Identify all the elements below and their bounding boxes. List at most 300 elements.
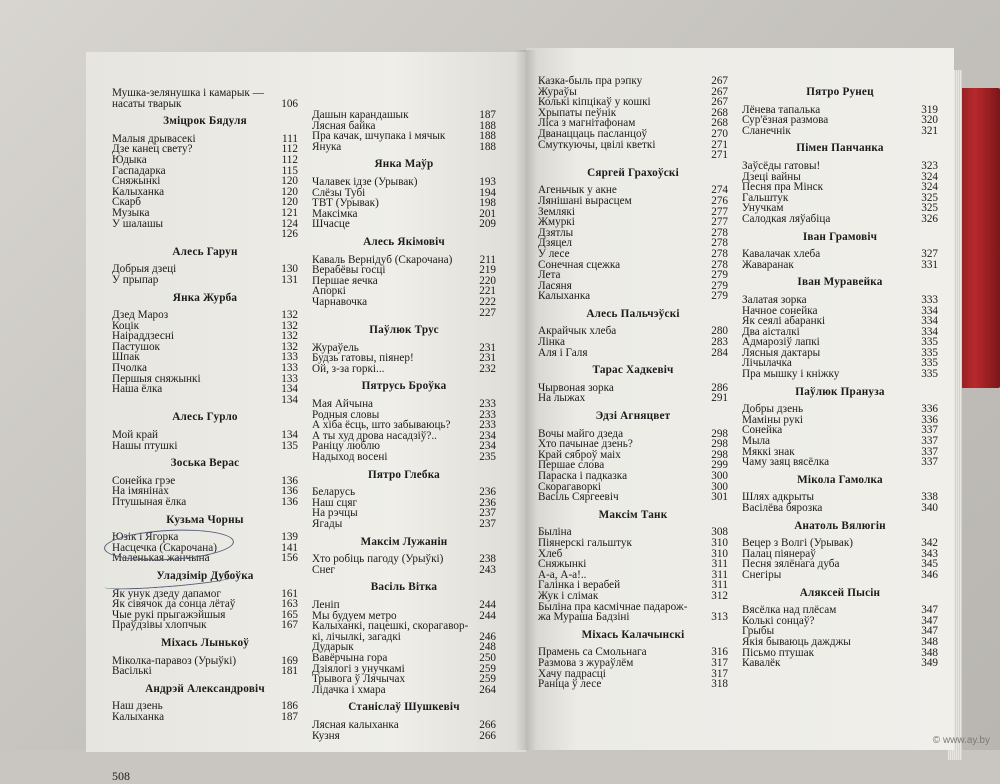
entry-page-number: 278 [711,258,728,271]
entry-title: Песня зялёнага дуба [742,558,840,571]
entry-page-number: 325 [921,191,938,204]
entry-page-number: 211 [479,253,496,266]
entry-page-number: 278 [711,226,728,239]
watermark: © www.ay.by [932,735,990,746]
entry-title: Мой край [112,429,159,442]
entry-title: Наша ёлка [112,383,163,396]
index-entry [112,666,298,677]
index-entry [538,538,728,549]
entry-title: Раніца ў лесе [538,678,602,691]
entry-page-number: 120 [281,175,298,188]
entry-page-number: 327 [921,248,938,261]
entry-page-number: 231 [479,352,496,365]
entry-page-number: 266 [479,718,496,731]
entry-title: Дванаццаць пасланцоў [538,127,648,140]
entry-title: Коцік [112,319,140,332]
index-entry [312,219,496,230]
entry-title: У прыпар [112,273,159,286]
entry-page-number: 136 [281,496,298,508]
index-entry [312,177,496,188]
page-number: 508 [112,769,130,783]
entry-page-number: 187 [281,710,298,723]
entry-title: Дзеці вайны [742,170,801,183]
entry-page-number: 136 [281,474,298,487]
entry-title: Кузня [312,729,340,742]
entry-page-number: 209 [479,218,496,231]
author-heading: Зміцрок Бядуля [163,115,247,128]
index-entry [112,155,298,166]
entry-page-number: 321 [921,124,938,137]
entry-title: Заўсёды гатовы! [742,159,821,172]
index-entry [112,620,298,631]
entry-page-number: 132 [281,330,298,343]
entry-page-number: 324 [921,181,938,194]
entry-page-number: 346 [921,568,938,581]
entry-title: Вочы майго дзеда [538,427,624,440]
entry-page-number: 222 [479,295,496,308]
entry-page-number: 268 [711,106,728,119]
entry-title: Параска і падказка [538,470,628,482]
entry-page-number: 335 [921,336,938,349]
entry-title: Прамень са Смольнага [538,646,647,659]
entry-title: Верабёвы госці [312,264,386,277]
index-entry [742,637,938,648]
entry-title: Залатая зорка [742,293,807,306]
entry-page-number: 319 [921,103,938,116]
index-entry [312,308,496,319]
entry-title: Галінка і верабей [538,579,621,592]
entry-title: Піянерскі гальштук [538,536,632,549]
entry-title: На лыжах [538,392,586,405]
entry-title: Снег [312,563,336,576]
author-heading: Алесь Пальчэўскі [586,307,680,320]
entry-page-number: 233 [479,419,496,432]
index-entry [112,275,298,286]
entry-title: Быліна пра касмічнае падарож- [538,600,688,613]
entry-page-number: 311 [711,558,728,571]
entry-page-number: 220 [479,274,496,287]
entry-title: Пра качак, шчупака і мячык [312,130,446,143]
entry-page-number: 300 [711,480,728,493]
index-entry [312,142,496,153]
entry-page-number: 266 [479,729,496,742]
index-entry [312,110,496,121]
entry-page-number: 310 [711,536,728,549]
entry-title: Надыход восені [312,451,388,464]
entry-page-number: 132 [281,319,298,332]
index-entry [112,99,298,110]
entry-title: Ой, з-за горкі... [312,362,385,375]
entry-page-number: 186 [281,700,298,713]
entry-page-number: 342 [921,537,938,550]
entry-page-number: 188 [479,119,496,132]
entry-page-number: 299 [711,459,728,472]
entry-title: Чые рукі прыгажэйшыя [112,608,226,621]
entry-page-number: 267 [711,75,728,87]
entry-page-number: 312 [711,589,728,602]
index-entry [312,364,496,375]
entry-title: Дзе канец свету? [112,143,193,156]
entry-page-number: 201 [479,207,496,220]
entry-page-number: 349 [921,657,938,670]
entry-title: жа Мураша Бадзіні [538,611,630,624]
entry-title: А хіба ёсць, што забываюць? [312,419,451,432]
entry-page-number: 234 [479,429,496,442]
entry-page-number: 286 [711,381,728,394]
entry-title: Скорагаворкі [538,480,601,493]
entry-title: Лясныя дактары [742,346,821,359]
entry-page-number: 300 [711,470,728,482]
entry-title: Нашы птушкі [112,439,178,452]
entry-page-number: 248 [479,641,496,654]
entry-title: Дзяцел [538,237,573,250]
index-entry [538,471,728,482]
entry-title: Лічылачка [742,357,792,370]
entry-page-number: 336 [921,413,938,426]
entry-title: Два аісталкі [742,325,800,338]
entry-title: Палац піянераў [742,547,816,560]
entry-title: Сонечная сцежка [538,258,621,271]
author-heading: Янка Маўр [374,158,434,171]
entry-page-number: 221 [479,285,496,298]
entry-title: Адмарозіў лапкі [742,336,820,349]
index-entry [538,393,728,404]
entry-page-number: 334 [921,304,938,317]
entry-title: Шпак [112,351,140,364]
author-heading: Паўлюк Трус [369,324,439,337]
entry-page-number: 280 [711,325,728,338]
entry-page-number: 283 [711,336,728,349]
entry-title: Юзік і Ягорка [112,531,179,544]
entry-page-number: 120 [281,196,298,209]
entry-title: Маміны рукі [742,413,803,426]
index-entry [538,492,728,503]
entry-title: Смуткуючы, цвілі кветкі [538,138,656,151]
author-heading: Аляксей Пысін [799,586,881,599]
entry-page-number: 337 [921,456,938,469]
entry-page-number: 271 [711,149,728,162]
index-entry [742,161,938,172]
entry-page-number: 227 [479,306,496,319]
entry-page-number: 331 [921,258,938,271]
book-cover-edge [958,88,1000,388]
entry-title: Якія бываюць дажджы [742,635,851,648]
index-entry [312,297,496,308]
entry-page-number: 133 [281,351,298,364]
index-entry [538,129,728,140]
entry-page-number: 234 [479,440,496,453]
entry-page-number: 233 [479,408,496,421]
entry-title: Чырвоная зорка [538,381,614,394]
index-entry [112,310,298,321]
entry-title: Добры дзень [742,403,804,416]
entry-page-number: 335 [921,346,938,359]
entry-page-number: 133 [281,362,298,375]
entry-title: Сняжынкі [538,558,587,571]
entry-page-number: 333 [921,293,938,306]
entry-page-number: 335 [921,357,938,370]
entry-title: Як сівячок да сонца лётаў [112,598,236,611]
author-heading: Алесь Гурло [172,411,238,424]
entry-title: Першае слова [538,459,605,472]
index-entry [538,612,728,623]
entry-title: У лесе [538,247,570,260]
entry-page-number: 131 [281,273,298,286]
index-entry [742,658,938,669]
index-entry [312,452,496,463]
entry-page-number: 267 [711,96,728,109]
entry-title: Сур'ёзная размова [742,114,829,127]
entry-page-number: 343 [921,547,938,560]
entry-page-number: 347 [921,625,938,638]
author-heading: Мікола Гамолка [797,473,883,486]
index-entry [312,519,496,530]
entry-title: А ты худ дрова насадзіў?.. [312,429,437,442]
entry-page-number: 132 [281,309,298,322]
entry-page-number: 236 [479,496,496,509]
entry-page-number: 112 [281,143,298,156]
entry-page-number: 318 [711,678,728,691]
index-entry [312,565,496,576]
author-heading: Сяргей Грахоўскі [587,166,679,179]
entry-page-number: 238 [479,553,496,566]
entry-page-number: 298 [711,448,728,461]
entry-title: Калыханка [538,290,591,303]
index-entry [742,503,938,514]
index-entry [112,497,298,508]
entry-title: Вавёрчына гора [312,651,388,664]
entry-page-number: 291 [711,392,728,405]
entry-title: Трывога ў Лячычах [312,673,406,686]
index-entry [112,229,298,240]
entry-page-number: 323 [921,159,938,172]
entry-title: Унучкам [742,202,784,215]
entry-title: Мыла [742,435,771,448]
author-heading: Паўлюк Прануза [795,385,885,398]
index-entry [742,260,938,271]
entry-page-number: 317 [711,656,728,669]
entry-page-number: 219 [479,264,496,277]
entry-page-number: 301 [711,491,728,504]
entry-page-number: 181 [281,665,298,678]
entry-page-number: 169 [281,654,298,667]
entry-page-number: 313 [711,611,728,624]
entry-title: Сонейка грэе [112,474,176,487]
entry-page-number: 268 [711,117,728,130]
entry-title: Сняжынкі [112,175,161,188]
author-heading: Максім Лужанін [360,535,448,548]
entry-page-number: 134 [281,393,298,406]
entry-title: Будзь гатовы, піянер! [312,352,414,365]
entry-page-number: 259 [479,662,496,675]
entry-page-number: 246 [479,630,496,643]
entry-page-number: 161 [281,587,298,600]
entry-title: Апоркі [312,285,346,298]
index-entry [112,208,298,219]
entry-title: Лясная байка [312,119,376,132]
entry-title: Родныя словы [312,408,380,421]
entry-page-number: 194 [479,186,496,199]
entry-title: Янука [312,140,342,153]
entry-page-number: 325 [921,202,938,215]
entry-title: Лінка [538,336,565,349]
entry-page-number: 340 [921,502,938,514]
index-entry [312,554,496,565]
entry-title: Пастушок [112,340,160,353]
entry-page-number: 278 [711,247,728,260]
entry-title: Чаму заяц вясёлка [742,456,830,469]
index-entry [312,653,496,664]
entry-page-number: 244 [479,598,496,611]
entry-page-number: 136 [281,485,298,498]
entry-title: Вясёлка над плёсам [742,604,837,617]
entry-page-number: 193 [479,175,496,188]
entry-title: Раніцу люблю [312,440,380,453]
entry-page-number: 132 [281,340,298,353]
index-entry [742,214,938,225]
index-entry [538,348,728,359]
entry-title: Птушыная ёлка [112,496,187,508]
entry-title: Начное сонейка [742,304,818,317]
entry-page-number: 277 [711,205,728,218]
index-entry [312,685,496,696]
index-entry [742,126,938,137]
entry-title: Каваль Вернідуб (Скарочана) [312,253,453,266]
entry-title: Акрайчык хлеба [538,325,617,338]
index-entry [742,457,938,468]
entry-title: Пісьмо птушак [742,646,815,659]
entry-title: Размова з жураўлём [538,656,634,669]
entry-title: Дзятлы [538,226,574,239]
entry-page-number: 284 [711,346,728,359]
entry-title: Жураўель [312,341,359,354]
entry-page-number [294,88,298,99]
entry-title: Хлеб [538,547,563,560]
entry-title: На імянінах [112,485,169,498]
entry-page-number: 264 [479,683,496,696]
author-heading: Іван Муравейка [797,276,883,289]
entry-title: Дашын карандашык [312,109,409,121]
entry-page-number: 311 [711,579,728,592]
entry-title: кі, лічылкі, загадкі [312,630,401,643]
entry-title: Мы будуем метро [312,609,397,622]
author-heading: Станіслаў Шушкевіч [348,701,460,714]
entry-page-number: 337 [921,424,938,437]
index-entry [112,219,298,230]
entry-title: Край сяброў маіх [538,448,621,461]
entry-title: Хто пачынае дзень? [538,438,633,451]
entry-page-number: 338 [921,491,938,504]
index-entry [112,712,298,723]
entry-page-number: 237 [479,507,496,520]
author-heading: Уладзімір Дубоўка [156,569,254,582]
entry-title: Мяккі знак [742,445,795,458]
entry-page-number: 167 [281,619,298,632]
entry-title: Наш сцяг [312,496,358,509]
right-page-column-1 [538,76,728,690]
entry-title: На рэчцы [312,507,358,520]
entry-page-number: 120 [281,185,298,198]
left-page-column-1 [112,88,298,723]
entry-title: Шлях адкрыты [742,491,815,504]
entry-title: Агеньчык у акне [538,184,617,197]
entry-page-number: 115 [281,164,298,177]
entry-page-number: 334 [921,315,938,328]
entry-page-number: 270 [711,127,728,140]
entry-title: Слёзы Тубі [312,186,366,199]
entry-title: Вецер з Волгі (Урывак) [742,537,854,550]
entry-page-number: 133 [281,372,298,385]
author-heading: Алесь Гарун [172,245,238,258]
entry-title: Праўдзівы хлопчык [112,619,207,632]
entry-page-number: 308 [711,526,728,539]
entry-title: Аля і Галя [538,346,588,359]
entry-page-number: 348 [921,646,938,659]
entry-page-number: 298 [711,438,728,451]
entry-title: А-а, А-а!.. [538,568,587,581]
entry-page-number: 320 [921,114,938,127]
entry-title: Калыханкі, пацешкі, скорагавор- [312,620,469,633]
entry-page-number: 276 [711,194,728,207]
entry-page-number: 165 [281,608,298,621]
entry-page-number: 156 [281,552,298,565]
author-heading: Васіль Вітка [370,581,438,594]
author-heading: Янка Журба [172,291,238,304]
entry-page-number: 347 [921,614,938,627]
author-heading: Зоська Верас [170,457,240,470]
index-entry [112,88,298,99]
index-entry [742,570,938,581]
entry-title: Сонейка [742,424,783,437]
entry-title: Дзіялогі з унучкамі [312,662,405,675]
entry-page-number: 163 [281,598,298,611]
entry-title: Жмуркі [538,216,575,229]
entry-page-number: 232 [479,362,496,375]
entry-page-number: 317 [711,667,728,680]
entry-title: Снегіры [742,568,782,581]
entry-title: Жаваранак [742,258,794,271]
entry-title: Лета [538,269,561,282]
entry-title: Мая Айчына [312,398,374,411]
index-entry [538,326,728,337]
index-entry [538,249,728,260]
entry-title: Землякі [538,205,575,218]
entry-title: Калыханка [112,710,165,723]
entry-page-number: 121 [281,206,298,219]
entry-title: Кавалёк [742,657,781,670]
entry-page-number: 336 [921,403,938,416]
entry-page-number: 126 [281,228,298,241]
entry-page-number: 243 [479,563,496,576]
entry-page-number: 236 [479,486,496,499]
left-page-column-2 [312,110,496,741]
entry-title: Насцечка (Скарочана) [112,541,217,554]
index-entry [742,425,938,436]
entry-page-number: 135 [281,439,298,452]
author-heading: Пімен Панчанка [796,142,884,155]
entry-page-number: 235 [479,451,496,464]
entry-title: Лянішані вырасцем [538,194,632,207]
index-entry [112,441,298,452]
entry-title: Кавалачак хлеба [742,248,821,261]
entry-title: Малыя дрывасекі [112,132,196,145]
entry-title: Ласяня [538,279,572,292]
entry-title: Пра мышку і кніжку [742,368,840,381]
entry-title: Беларусь [312,486,356,499]
entry-page-number: 348 [921,635,938,648]
entry-title: Першыя сняжынкі [112,372,201,385]
entry-title: Шчасце [312,218,350,231]
